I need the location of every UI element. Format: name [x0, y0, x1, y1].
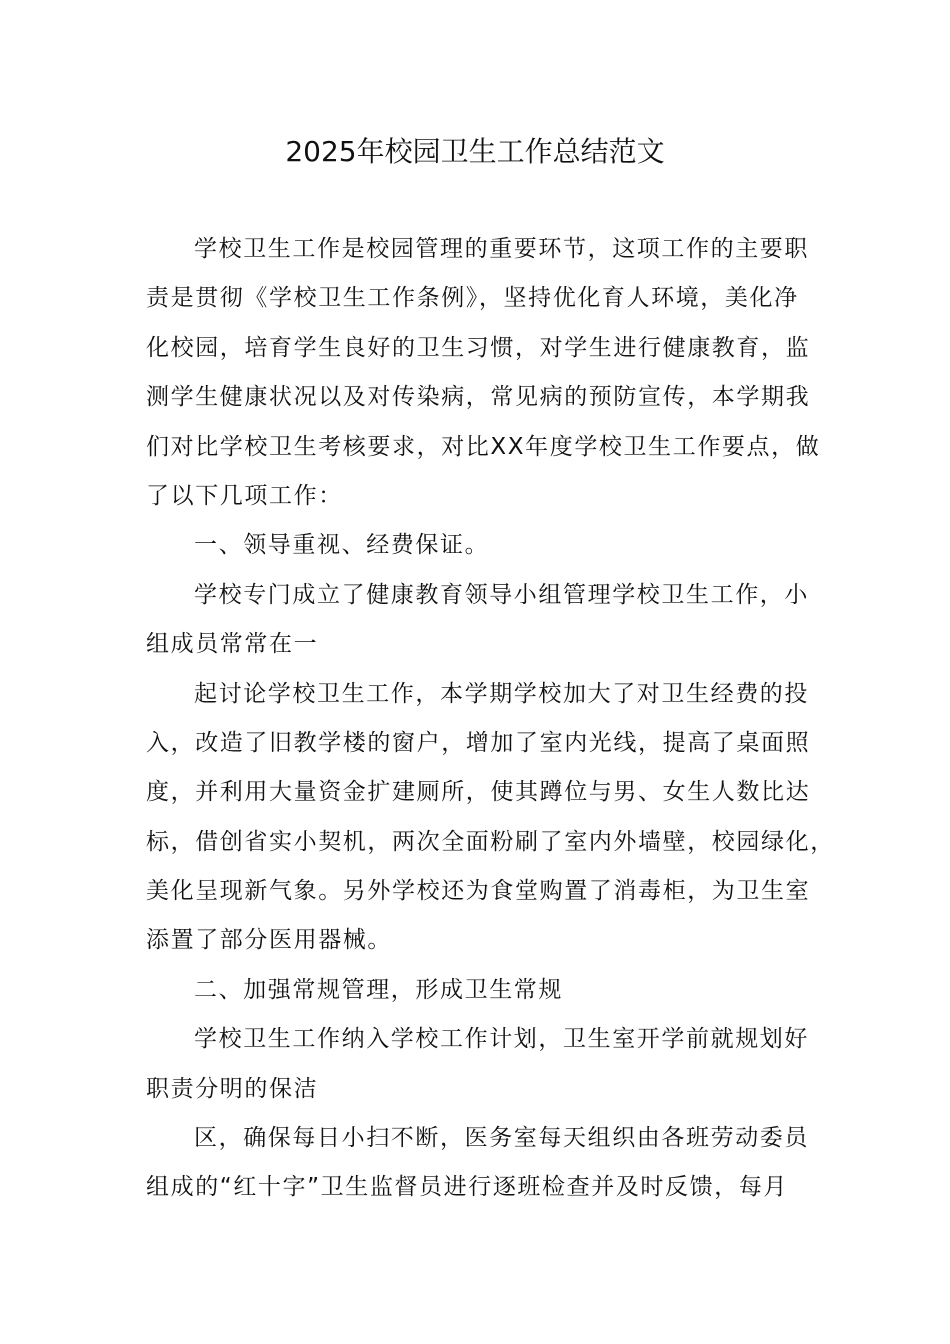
- text-line: 一、领导重视、经费保证。: [194, 532, 490, 559]
- text-line: 添置了部分医用器械。: [146, 927, 392, 954]
- text-line: 二、加强常规管理，形成卫生常规: [194, 976, 563, 1003]
- text-line: 美化呈现新气象。另外学校还为食堂购置了消毒柜，为卫生室: [146, 878, 811, 905]
- text-line: 学校卫生工作是校园管理的重要环节，这项工作的主要职: [194, 236, 809, 262]
- text-line: 测学生健康状况以及对传染病，常见病的预防宣传，本学期我: [146, 384, 811, 411]
- text-line: 职责分明的保洁: [146, 1075, 319, 1102]
- text-line: 学校专门成立了健康教育领导小组管理学校卫生工作，小: [194, 581, 809, 608]
- text-line: 了以下几项工作：: [146, 482, 343, 509]
- text-line: 学校卫生工作纳入学校工作计划，卫生室开学前就规划好: [194, 1026, 809, 1053]
- text-line: 们对比学校卫生考核要求，对比XX年度学校卫生工作要点，做: [146, 433, 821, 460]
- document-title: 2025年校园卫生工作总结范文: [285, 135, 665, 168]
- text-line: 区，确保每日小扫不断，医务室每天组织由各班劳动委员: [194, 1125, 809, 1152]
- text-line: 化校园，培育学生良好的卫生习惯，对学生进行健康教育，监: [146, 334, 811, 361]
- text-line: 起讨论学校卫生工作，本学期学校加大了对卫生经费的投: [194, 680, 809, 707]
- text-line: 组成的“红十字”卫生监督员进行逐班检查并及时反馈，每月: [146, 1174, 789, 1201]
- text-line: 责是贯彻《学校卫生工作条例》，坚持优化育人环境，美化净: [146, 285, 799, 312]
- text-line: 组成员常常在一: [146, 631, 319, 658]
- text-line: 度，并利用大量资金扩建厕所，使其蹲位与男、女生人数比达: [146, 779, 811, 806]
- text-line: 入，改造了旧教学楼的窗户，增加了室内光线，提高了桌面照: [146, 729, 811, 756]
- text-line: 标，借创省实小契机，两次全面粉刷了室内外墙壁，校园绿化，: [146, 828, 835, 855]
- document-body: [146, 225, 835, 1213]
